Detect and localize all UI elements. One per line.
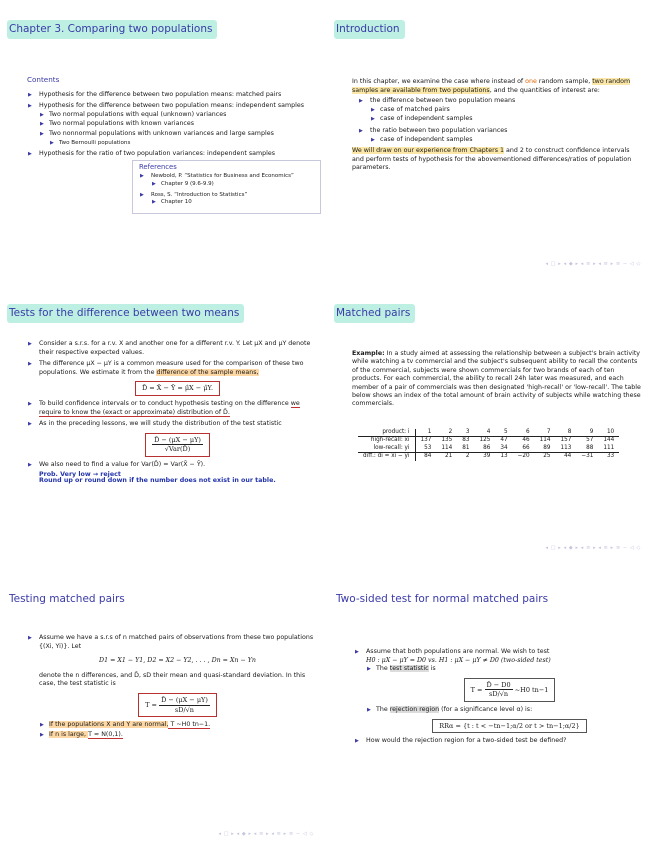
table-row: diff.: di = xi − yi 84 21 2 39 13 −20 25 44 −31 33: [358, 453, 619, 461]
equation-dbar: D̄ = X̄ − Ȳ = μ̂X − μ̂Y.: [135, 381, 220, 396]
bullet: ▶ The difference μX − μY is a common measure used for the comparison of these two populations. We estimate it from the difference of the sample means, D̄ = X̄ − Ȳ = μ̂X − μ̂Y.: [27, 360, 316, 396]
slide-introduction: [332, 12, 651, 270]
intro-paragraph: In this chapter, we examine the case where instead of one random sample, two random samples are available from two populations, and the quantities of interest are:: [352, 78, 631, 94]
slide-title: Two-sided test for normal matched pairs: [336, 593, 549, 605]
bullet: ▶ As in the preceding lessons, we will study the distribution of the test statistic $\frac{D̄ - (\mu X - \mu Y)}{\text{√Var(D̄)}}$: [27, 420, 316, 457]
slide-matched-pairs: [332, 296, 651, 554]
bullet: ▶ How would the rejection region for a two-sided test be defined?: [354, 737, 643, 746]
contents-subsubitem[interactable]: ▶ Two Bernoulli populations: [49, 139, 316, 148]
bullet: ▶ To build confidence intervals or to conduct hypothesis testing on the difference we require to know the (exact or approximate) distribution of D̄.: [27, 400, 316, 417]
table-row: product: i 1 2 3 4 5 6 7 8 9 10: [358, 429, 619, 437]
reference-chapter: ▶ Chapter 10: [151, 199, 314, 207]
test-statistic: T = $\frac{D̄ - (\mu X - \mu Y)}{sD/√n}$: [138, 693, 217, 717]
contents-item[interactable]: ▶ Hypothesis for the difference between two population means: matched pairs: [27, 91, 316, 100]
intro-item: ▶ the ratio between two population variances ▶ case of independent samples: [358, 127, 643, 144]
beamer-nav[interactable]: ◂ □ ▸ ◂ ◆ ▸ ◂ ≡ ▸ ◂ ≡ ▸ ≡ ∽ ◁ ◇: [545, 545, 641, 551]
contents-subitem[interactable]: ▶ Two normal populations with known variances: [39, 120, 316, 129]
reference-item: ▶ Ross, S. “Introduction to Statistics” ▶ Chapter 10: [139, 192, 314, 207]
slide-title: Testing matched pairs: [9, 593, 125, 605]
handwritten-note: Prob. Very low → reject: [39, 470, 121, 478]
intro-subitem: ▶ case of independent samples: [370, 136, 643, 145]
bullet: ▶ Assume we have a s.r.s of n matched pairs of observations from these two populations {(Xi, Yi)}. Let D1 = X1 − Y1, D2 = X2 − Y2, . . . , Dn = Xn − Yn denote the n differences, and D̄, sD their mean and quasi-standard deviation. In this case, the test statistic is T = $\frac{D̄ - (\mu X - \mu Y)}{sD/√n}$ ▶ If the populations X and Y are normal, T ~H0 tn−1. ▶ If n is large, T ≈ N(0,1).: [27, 634, 316, 739]
reference-item: ▶ Newbold, P. “Statistics for Business and Economics” ▶ Chapter 9 (9.6-9.9): [139, 173, 314, 188]
contents-subitem[interactable]: ▶ Two normal populations with equal (unknown) variances: [39, 111, 316, 120]
references-heading: References: [139, 162, 177, 171]
intro-subitem: ▶ case of independent samples: [370, 115, 643, 124]
hypotheses: H0 : μX − μY = D0 vs. H1 : μX − μY ≠ D0 (two-sided test): [366, 656, 551, 664]
contents-heading: Contents: [27, 75, 60, 84]
table-row: high-recall: xi 137 135 83 125 47 46 114 157 57 144: [358, 437, 619, 445]
handwritten-note: Round up or round down if the number does not exist in our table.: [39, 476, 276, 484]
bullet: ▶ Assume that both populations are normal. We wish to test H0 : μX − μY = D0 vs. H1 : μX − μY ≠ D0 (two-sided test) ▶ The test statistic is T = $\frac{D̄ - D0}{sD/√n}$ ~H0 tn−1 ▶ The rejection region (for a significance level α) is: RRα = {t : t < −tn−1;α/2 or t > tn−1;α/2}: [354, 648, 643, 733]
slide-title: Matched pairs: [334, 304, 415, 323]
example-paragraph: Example: In a study aimed at assessing the relationship between a subject's brain activity while watching a tv commercial and the subject's subsequent ability to recall the contents of the commercial, subjects were shown commercials for two brands of each of ten products. For each commercial, the ability to recall 24h later was measured, and each member of a pair of commercials was then designated 'high-recall' or 'low-recall'. The table below shows an index of the total amount of brain activity of subjects while watching these commercials.: [352, 350, 641, 408]
slide-title: Tests for the difference between two means: [7, 304, 244, 323]
references-box: [132, 160, 321, 214]
intro-closing: We will draw on our experience from Chapters 1 and 2 to construct confidence intervals and perform tests of hypothesis for the abovementioned differences/ratios of population parameters.: [352, 147, 632, 172]
bullet: ▶ We also need to find a value for Var(D̄) = Var(X̄ − Ȳ).: [27, 461, 316, 470]
matched-pairs-table: [358, 429, 619, 461]
subbullet: ▶ The test statistic is T = $\frac{D̄ - D0}{sD/√n}$ ~H0 tn−1: [366, 665, 643, 702]
slide-contents: [5, 12, 324, 270]
slide-testing-matched-pairs: [5, 582, 324, 840]
test-statistic: T = $\frac{D̄ - D0}{sD/√n}$ ~H0 tn−1: [464, 678, 556, 702]
subbullet: ▶ If the populations X and Y are normal, T ~H0 tn−1.: [39, 721, 316, 730]
intro-subitem: ▶ case of matched pairs: [370, 106, 643, 115]
beamer-nav[interactable]: ◂ □ ▸ ◂ ◆ ▸ ◂ ≡ ▸ ◂ ≡ ▸ ≡ ∽ ◁ ◇: [218, 831, 314, 837]
contents-subitem[interactable]: ▶ Two nonnormal populations with unknown variances and large samples ▶ Two Bernoulli populations: [39, 130, 316, 147]
rejection-region: RRα = {t : t < −tn−1;α/2 or t > tn−1;α/2}: [432, 719, 587, 734]
beamer-nav[interactable]: ◂ □ ▸ ◂ ◆ ▸ ◂ ≡ ▸ ◂ ≡ ▸ ≡ ∽ ◁ ◇: [545, 261, 641, 267]
slide-tests-difference: [5, 296, 324, 554]
slide-title: Chapter 3. Comparing two populations: [7, 20, 217, 39]
bullet: ▶ Consider a s.r.s. for a r.v. X and another one for a different r.v. Y. Let μX and μY denote their respective expected values.: [27, 340, 316, 357]
reference-chapter: ▶ Chapter 9 (9.6-9.9): [151, 181, 314, 189]
subbullet: ▶ If n is large, T ≈ N(0,1).: [39, 731, 316, 740]
slide-title: Introduction: [334, 20, 405, 39]
contents-item[interactable]: ▶ Hypothesis for the ratio of two population variances: independent samples: [27, 150, 316, 159]
intro-item: ▶ the difference between two population means ▶ case of matched pairs ▶ case of independent samples: [358, 97, 643, 124]
contents-item[interactable]: ▶ Hypothesis for the difference between two population means: independent samples ▶ Two normal populations with equal (unknown) variances ▶ Two normal populations with known variances ▶ Two nonnormal populations with unknown variances and large samples ▶ Two Bernoulli populations: [27, 102, 316, 147]
test-statistic: $\frac{D̄ - (\mu X - \mu Y)}{\text{√Var(D̄)}}$: [145, 433, 210, 457]
differences-equation: D1 = X1 − Y1, D2 = X2 − Y2, . . . , Dn = Xn − Yn: [99, 657, 256, 665]
table-row: low-recall: yi 53 114 81 86 34 66 89 113 88 111: [358, 445, 619, 453]
subbullet: ▶ The rejection region (for a significance level α) is: RRα = {t : t < −tn−1;α/2 or t > tn−1;α/2}: [366, 706, 643, 733]
slide-two-sided-test: [332, 582, 651, 840]
